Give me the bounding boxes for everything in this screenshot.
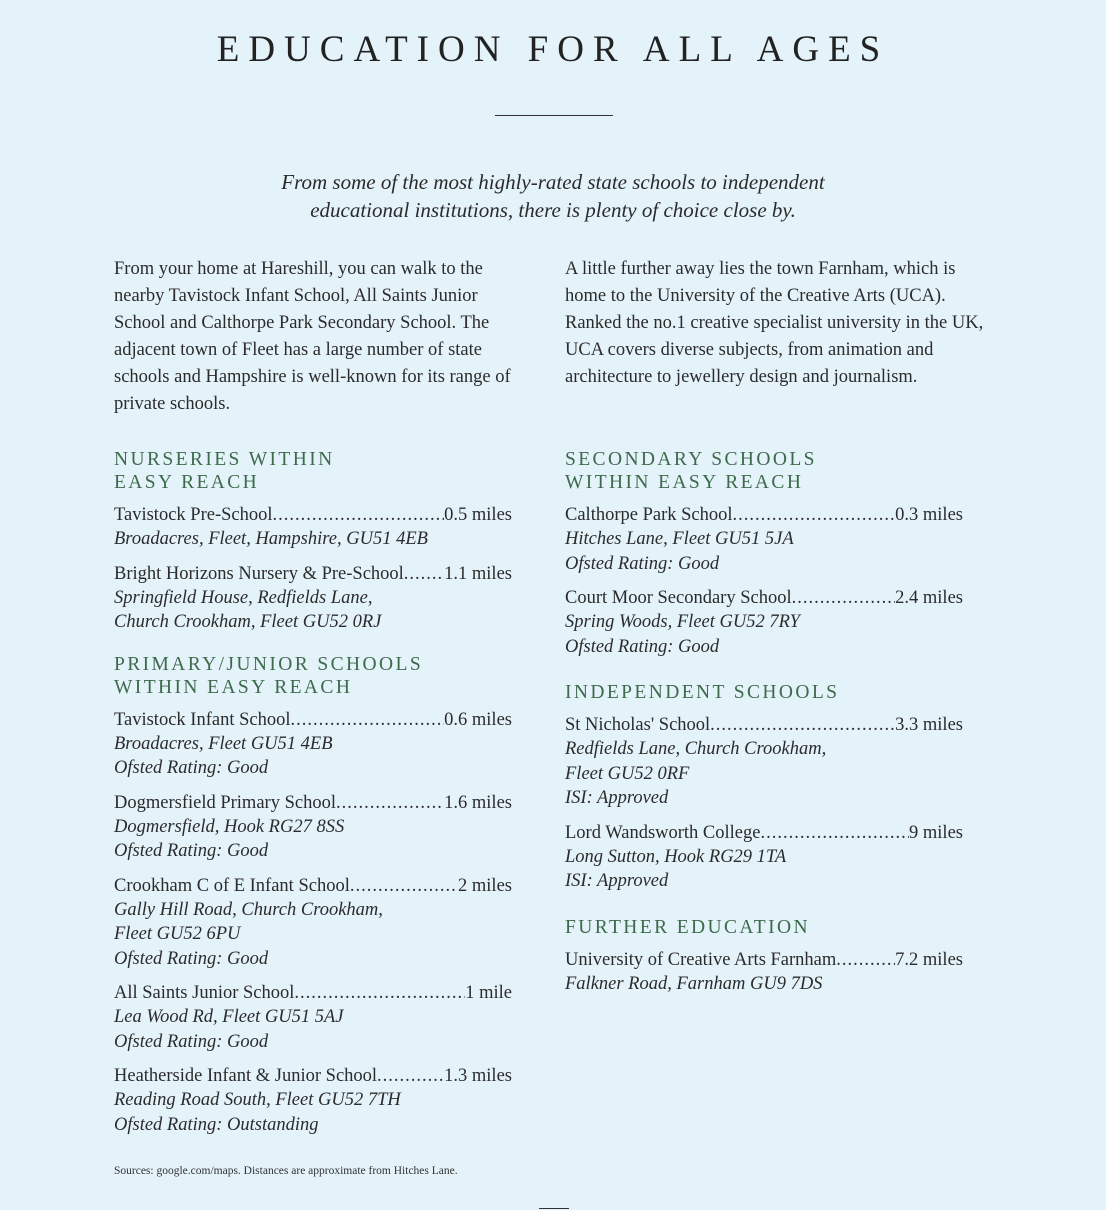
school-distance: 7.2 miles [895,949,963,970]
dot-leader [733,503,896,527]
school-address: Dogmersfield, Hook RG27 8SS [114,816,345,837]
primary-entry [114,874,534,972]
school-address: Fleet GU52 0RF [565,763,690,784]
entry-line [114,503,512,527]
school-name: Bright Horizons Nursery & Pre-School [114,563,404,584]
school-distance: 0.5 miles [444,505,512,525]
school-address: Falkner Road, Farnham GU9 7DS [565,973,823,994]
school-distance: 9 miles [909,822,963,843]
nurseries-heading [114,448,534,494]
secondary-heading-line-2: WITHIN EASY REACH [565,472,804,493]
dot-leader [336,791,444,815]
intro-text [200,168,906,224]
secondary-entry [565,503,985,576]
school-distance: 2 miles [458,875,512,896]
primary-entry [114,981,534,1054]
sources-footnote: Sources: google.com/maps. Distances are approximate from Hitches Lane. [114,1165,458,1177]
dot-leader [290,708,444,732]
independent-heading: INDEPENDENT SCHOOLS [565,682,840,703]
school-address: Lea Wood Rd, Fleet GU51 5AJ [114,1007,344,1027]
school-address: Broadacres, Fleet, Hampshire, GU51 4EB [114,529,428,549]
primary-heading-line-1: PRIMARY/JUNIOR SCHOOLS [114,653,424,675]
school-rating: Ofsted Rating: Good [565,636,720,657]
further-education-entry [565,948,985,997]
entry-line [565,713,963,737]
entry-line [114,981,512,1005]
school-rating: Ofsted Rating: Good [114,1031,269,1052]
left-column [114,256,534,1147]
school-address: Spring Woods, Fleet GU52 7RY [565,612,800,632]
school-address: Gally Hill Road, Church Crookham, [114,899,383,920]
school-distance: 2.4 miles [895,588,963,608]
nursery-entry [114,503,534,552]
school-address: Hitches Lane, Fleet GU51 5JA [565,529,794,549]
school-rating: ISI: Approved [565,871,669,891]
school-distance: 3.3 miles [895,715,963,735]
entry-line [114,791,512,815]
primary-heading [114,653,534,699]
page-title: EDUCATION FOR ALL AGES [216,29,890,70]
school-rating: ISI: Approved [565,788,669,808]
nurseries-heading-line-2: EASY REACH [114,472,260,493]
dot-leader [710,713,895,737]
school-name: Court Moor Secondary School [565,588,792,608]
intro-line-2: educational institutions, there is plenty of choice close by. [310,198,796,222]
intro-line-1: From some of the most highly-rated state schools to independent [281,170,825,194]
school-address: Church Crookham, Fleet GU52 0RJ [114,612,382,632]
entry-line [114,708,512,732]
nursery-entry [114,562,534,635]
school-rating: Ofsted Rating: Good [114,758,269,778]
nurseries-heading-line-1: NURSERIES WITHIN [114,449,335,470]
entry-line [114,874,512,898]
school-name: Calthorpe Park School [565,505,733,525]
entry-line [114,562,512,586]
school-name: Tavistock Pre-School [114,505,273,525]
school-name: University of Creative Arts Farnham [565,949,837,970]
school-distance: 0.3 miles [895,505,963,525]
school-address: Broadacres, Fleet GU51 4EB [114,733,333,754]
school-distance: 1 mile [465,983,512,1003]
school-name: Crookham C of E Infant School [114,875,350,896]
footer-divider [539,1208,569,1209]
dot-leader [350,874,458,898]
school-rating: Ofsted Rating: Good [114,841,269,861]
school-name: All Saints Junior School [114,983,295,1003]
school-name: Lord Wandsworth College [565,822,761,843]
entry-line [565,503,963,527]
school-rating: Ofsted Rating: Good [114,948,269,969]
primary-heading-line-2: WITHIN EASY REACH [114,676,353,698]
school-name: Heatherside Infant & Junior School [114,1066,378,1086]
dot-leader [294,981,465,1005]
left-paragraph: From your home at Hareshill, you can walk to the nearby Tavistock Infant School, All Saints Junior School and Calthorpe Park Secondary School. The adjacent town of Fleet has a large number of state schools and Hampshire is well-known for its range of private schools. [114,259,511,414]
dot-leader [792,586,896,610]
primary-entry [114,791,534,864]
independent-entry [565,821,985,894]
secondary-heading [565,448,985,494]
school-distance: 1.6 miles [444,792,512,813]
entry-line [565,586,963,610]
school-address: Redfields Lane, Church Crookham, [565,739,827,759]
school-name: Dogmersfield Primary School [114,792,336,813]
secondary-heading-line-1: SECONDARY SCHOOLS [565,449,817,470]
dot-leader [273,503,445,527]
dot-leader [836,948,895,972]
further-education-heading: FURTHER EDUCATION [565,916,810,938]
independent-entry [565,713,985,811]
entry-line [114,1064,512,1088]
right-paragraph: A little further away lies the town Farnham, which is home to the University of the Creative Arts (UCA). Ranked the no.1 creative specialist university in the UK, UCA covers diverse subjects, from animation and architecture to jewellery design and journalism. [565,259,984,387]
school-address: Springfield House, Redfields Lane, [114,587,373,608]
school-name: St Nicholas' School [565,715,711,735]
school-address: Reading Road South, Fleet GU52 7TH [114,1090,401,1110]
secondary-entry [565,586,985,659]
entry-line [565,948,963,972]
school-address: Fleet GU52 6PU [114,924,241,944]
right-column [565,256,985,1006]
school-distance: 1.3 miles [444,1066,512,1086]
entry-line [565,821,963,845]
dot-leader [404,562,444,586]
school-rating: Ofsted Rating: Outstanding [114,1114,319,1135]
dot-leader [760,821,909,845]
school-distance: 1.1 miles [444,563,512,584]
dot-leader [377,1064,444,1088]
school-name: Tavistock Infant School [114,709,291,730]
school-address: Long Sutton, Hook RG29 1TA [565,846,787,867]
school-distance: 0.6 miles [444,709,512,730]
title-divider [495,115,613,116]
primary-entry [114,708,534,781]
primary-entry [114,1064,534,1137]
school-rating: Ofsted Rating: Good [565,553,720,574]
